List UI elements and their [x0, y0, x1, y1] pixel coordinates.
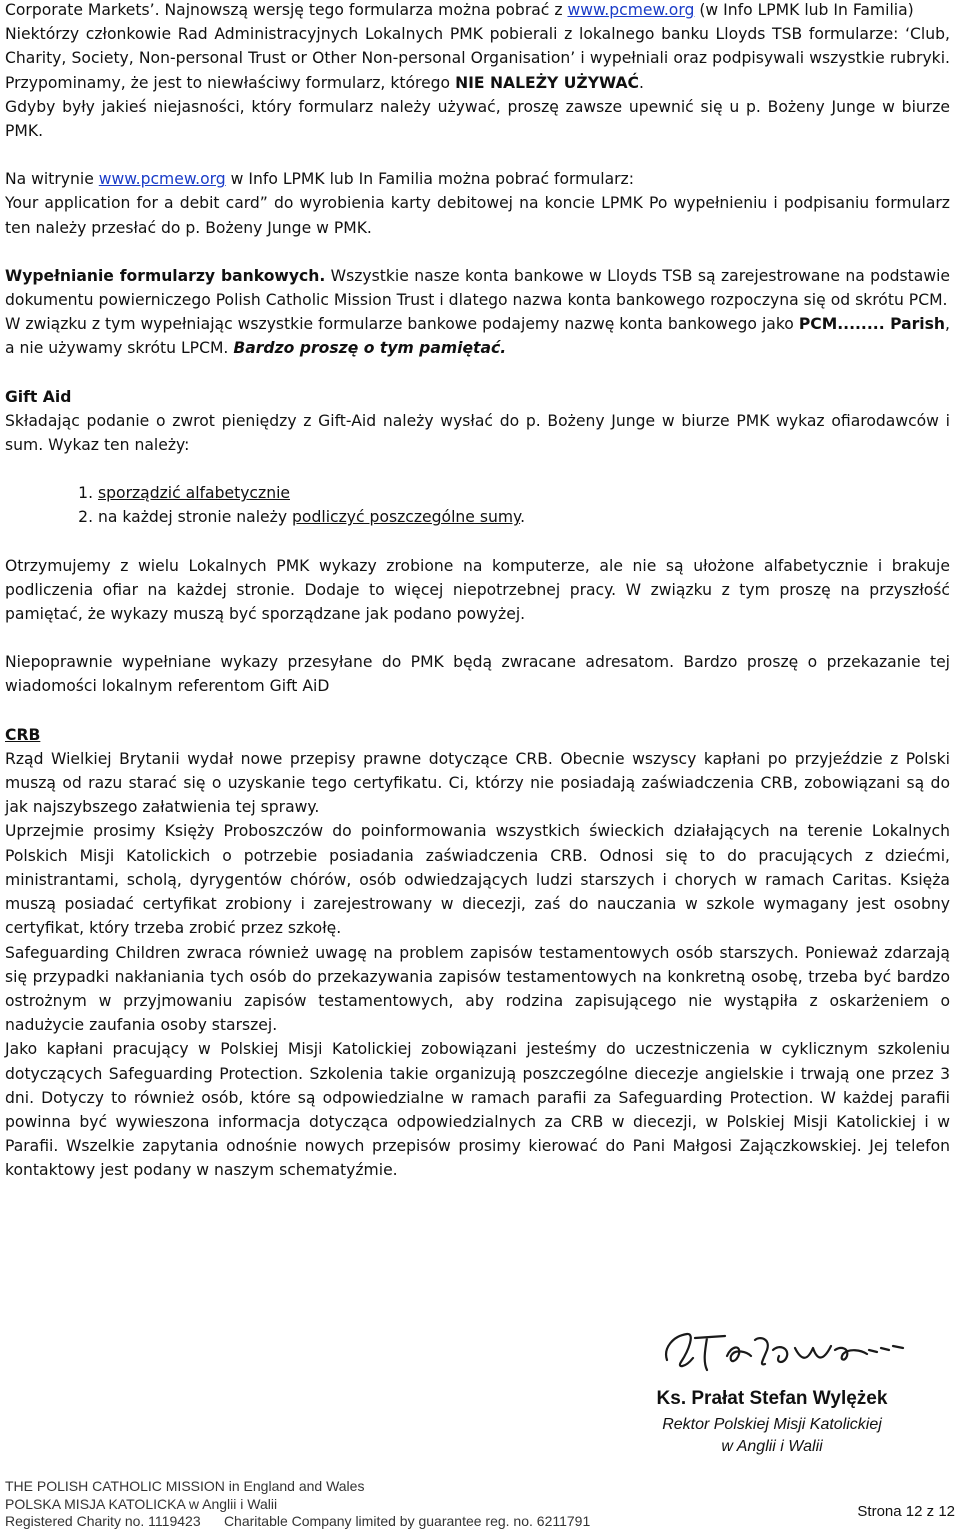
- intro-text-tail: (w Info LPMK lub In Familia): [694, 1, 914, 19]
- page-of: z: [922, 1503, 939, 1520]
- signatory-role-line-2: w Anglii i Walii: [721, 1438, 823, 1455]
- bank-forms-p2-text: W związku z tym wypełniając wszystkie formularze bankowe podajemy nazwę konta bankowego jako: [5, 315, 799, 334]
- witryna-text: Na witrynie: [5, 170, 99, 189]
- bank-forms-paragraph-2: [5, 312, 950, 360]
- list-item-end: .: [520, 508, 526, 527]
- intro-paragraph-2: [5, 22, 950, 95]
- intro-paragraph-3: Gdyby były jakieś niejasności, który formularz należy używać, proszę zawsze upewnić się u p. Bożeny Junge w biurze PMK.: [5, 97, 950, 141]
- bank-forms-p2-mid: , a nie używamy skrótu LPCM.: [5, 315, 951, 358]
- handwritten-signature: [655, 1320, 910, 1380]
- page-number: [857, 1503, 955, 1520]
- crb-paragraph-4: Jako kapłani pracujący w Polskiej Misji Katolickiej zobowiązani jesteśmy do uczestniczenia w cyklicznym szkoleniu dotyczących Safeguarding Protection. Szkolenia takie organizują poszczególne diecezje angielskie i trwają one przez 3 dni. Dotyczy to również osób, które są odpowiedzialne w ramach parafii za Safeguarding Protection. W każdej parafii powinna być wywieszona informacja dotycząca odpowiedzialnych za CRB w diecezji, w Polskiej Misji Katolickiej i w Parafii. Wszelkie zapytania odnośnie nowych przepisów prosimy kierować do Pani Małgosi Zajączkowskiej. Jej telefon kontaktowy jest podany w naszym schematyźmie.: [5, 1040, 950, 1180]
- pcmew-link-2[interactable]: www.pcmew.org: [98, 170, 226, 189]
- intro-paragraph-1: [5, 0, 950, 22]
- witryna-paragraph-1: [5, 167, 950, 191]
- bank-forms-heading: Wypełnianie formularzy bankowych.: [5, 266, 326, 285]
- crb-heading: CRB: [5, 725, 41, 744]
- intro-p2-end: .: [639, 73, 644, 92]
- crb-paragraph-2: Uprzejmie prosimy Księży Proboszczów do poinformowania wszystkich świeckich działających na terenie Lokalnych Polskich Misji Katolickich o potrzebie posiadania zaświadczenia CRB. Odnosi się to do pracujących z dziećmi, ministrantami, scholą, dyrygentów chórów, osób odwiedzających ludzi starszych i chorych w ramach Caritas. Księża muszą posiadać certyfikat zrobiony i zarejestrowany w diecezji, zaś do nauczania w szkole wymagany jest osobny certyfikat, który trzeba zrobić przez szkołę.: [5, 822, 950, 938]
- list-item: [98, 481, 950, 505]
- document-body: [5, 0, 950, 1183]
- bank-forms-paragraph-1: [5, 264, 950, 312]
- crb-paragraph-1: Rząd Wielkiej Brytanii wydał nowe przepisy prawne dotyczące CRB. Obecnie wszyscy kapłani po przyjeździe z Polski muszą od razu starać się o uzyskanie tego certyfikatu. Ci, którzy nie posiadają zaświadczenia CRB, zobowiązani są do jak najszybszego załatwienia tej sprawy.: [5, 749, 950, 817]
- pcmew-link-1[interactable]: www.pcmew.org: [567, 1, 695, 19]
- page-label: Strona: [857, 1503, 906, 1520]
- crb-paragraph-3: Safeguarding Children zwraca również uwagę na problem zapisów testamentowych osób starszych. Ponieważ zdarzają się przypadki nakłaniania tych osób do przekazywania zapisów testamentowych na konkretną osobę, trzeba być bardzo ostrożnym w przyjmowaniu zapisów testamentowych, aby rodzina zapisującego nie wystąpiła z oskarżeniem o nadużycie zaufania osoby starszej.: [5, 943, 950, 1035]
- signatory-role-line-1: Rektor Polskiej Misji Katolickiej: [662, 1416, 882, 1433]
- intro-text: Corporate Markets’. Najnowszą wersję tego formularza można pobrać z: [5, 1, 568, 19]
- list-item-underlined: podliczyć poszczególne sumy: [292, 508, 521, 527]
- bank-forms-text: Wszystkie nasze konta bankowe w Lloyds TSB są zarejestrowane na podstawie dokumentu powierniczego Polish Catholic Mission Trust i dlatego nazwa konta bankowego rozpoczyna się od skrótu PCM.: [5, 266, 950, 310]
- account-name-bold: PCM........ Parish: [798, 315, 946, 334]
- list-item: [98, 505, 950, 529]
- list-item-text: na każdej stronie należy: [98, 508, 293, 527]
- gift-aid-heading: Gift Aid: [5, 387, 72, 406]
- footer-org-en: THE POLISH CATHOLIC MISSION in England and Wales: [5, 1478, 365, 1494]
- witryna-text-tail: w Info LPMK lub In Familia można pobrać formularz:: [225, 170, 634, 189]
- gift-aid-paragraph-2: Otrzymujemy z wielu Lokalnych PMK wykazy zrobione na komputerze, ale nie są ułożone alfabetycznie i brakuje podliczenia ofiar na każdej stronie. Dodaje to więcej niepotrzebnej pracy. W związku z tym proszę na przyszłość pamiętać, że wykazy muszą być sporządzane jak podano powyżej.: [5, 556, 950, 624]
- total-pages: 12: [938, 1503, 955, 1520]
- warning-bold: NIE NALEŻY UŻYWAĆ: [455, 73, 640, 92]
- gift-aid-list: [5, 481, 950, 529]
- intro-p2-text: Niektórzy członkowie Rad Administracyjnych Lokalnych PMK pobierali z lokalnego banku Lloyds TSB formularze: ‘Club, Charity, Society, Non-personal Trust or Other Non-personal Organisation’ i wypełniali oraz podpisywali wszystkie rubryki. Przypominamy, że jest to niewłaściwy formularz, którego: [5, 25, 950, 92]
- signatory-name: Ks. Prałat Stefan Wylężek: [656, 1388, 888, 1409]
- list-item-text: sporządzić alfabetycznie: [98, 484, 290, 503]
- gift-aid-paragraph-1: Składając podanie o zwrot pieniędzy z Gift-Aid należy wysłać do p. Bożeny Junge w biurze PMK wykaz ofiarodawców i sum. Wykaz ten należy:: [5, 411, 950, 455]
- witryna-paragraph-2: Your application for a debit card” do wyrobienia karty debitowej na koncie LPMK Po wypełnieniu i podpisaniu formularz ten należy przesłać do p. Bożeny Junge w PMK.: [5, 194, 950, 237]
- footer-registration: Registered Charity no. 1119423 Charitable Company limited by guarantee reg. no. 6211791: [5, 1513, 591, 1529]
- signatory-role: [632, 1414, 912, 1458]
- reminder-emphasis: Bardzo proszę o tym pamiętać.: [233, 339, 507, 358]
- page-footer: [5, 1478, 955, 1531]
- current-page: 12: [905, 1503, 923, 1520]
- footer-org-pl: POLSKA MISJA KATOLICKA w Anglii i Walii: [5, 1495, 278, 1512]
- gift-aid-paragraph-3: Niepoprawnie wypełniane wykazy przesyłane do PMK będą zwracane adresatom. Bardzo proszę o przekazanie tej wiadomości lokalnym referentom Gift AiD: [5, 653, 950, 696]
